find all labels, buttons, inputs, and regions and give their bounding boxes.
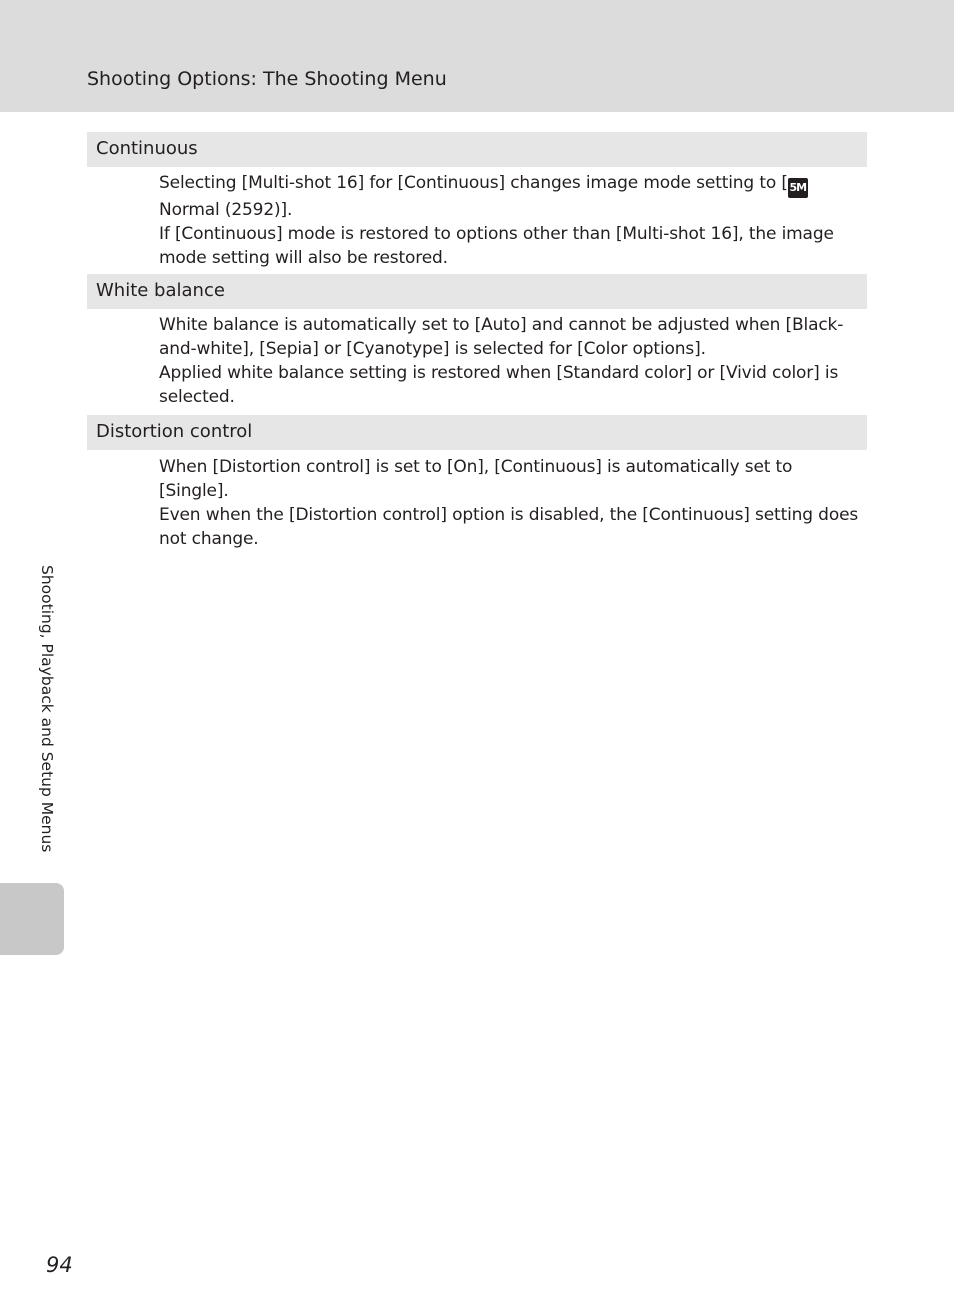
paragraph: White balance is automatically set to [Auto] and cannot be adjusted when [Black-and-white], [Sepia] or [Cyanotype] is selected for [Color options]. bbox=[159, 315, 844, 359]
section-body-distortion-control bbox=[159, 455, 864, 551]
section-title: White balance bbox=[96, 280, 225, 301]
section-header-distortion-control bbox=[87, 415, 867, 450]
section-title: Continuous bbox=[96, 138, 198, 159]
page-header bbox=[0, 0, 954, 112]
image-mode-5m-icon: 5M bbox=[788, 178, 808, 198]
paragraph-text: Normal (2592)]. bbox=[159, 200, 293, 220]
section-body-white-balance bbox=[159, 313, 864, 409]
section-header-continuous bbox=[87, 132, 867, 167]
page-title: Shooting Options: The Shooting Menu bbox=[87, 68, 447, 90]
section-title: Distortion control bbox=[96, 421, 253, 442]
paragraph: Even when the [Distortion control] option is disabled, the [Continuous] setting does not change. bbox=[159, 505, 859, 549]
paragraph: If [Continuous] mode is restored to options other than [Multi-shot 16], the image mode setting will also be restored. bbox=[159, 224, 834, 268]
paragraph: When [Distortion control] is set to [On], [Continuous] is automatically set to [Single]. bbox=[159, 457, 793, 501]
chapter-tab bbox=[0, 883, 64, 955]
paragraph bbox=[159, 171, 864, 222]
paragraph: Applied white balance setting is restored when [Standard color] or [Vivid color] is selected. bbox=[159, 363, 839, 407]
paragraph-text: Selecting [Multi-shot 16] for [Continuous] changes image mode setting to [ bbox=[159, 173, 788, 193]
chapter-side-label: Shooting, Playback and Setup Menus bbox=[38, 565, 56, 853]
section-header-white-balance bbox=[87, 274, 867, 309]
page-number: 94 bbox=[46, 1253, 73, 1277]
section-body-continuous bbox=[159, 171, 864, 270]
